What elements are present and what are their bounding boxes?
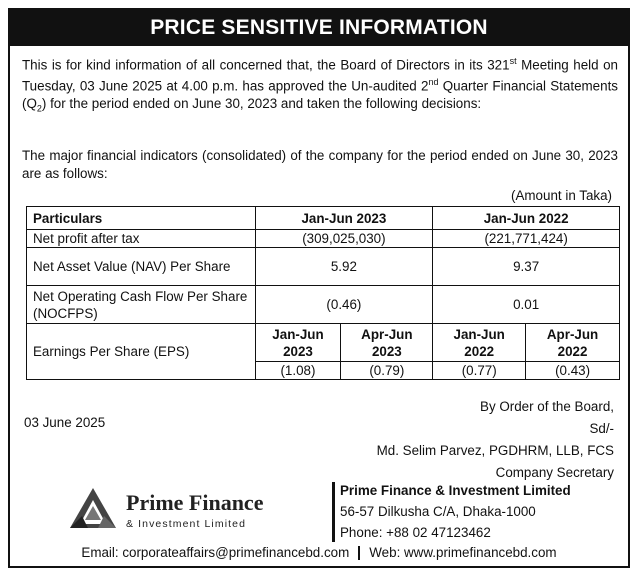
secretary-name: Md. Selim Parvez, PGDHRM, LLB, FCS	[376, 443, 614, 458]
indicators-paragraph: The major financial indicators (consolidated) of the company for the period ended on June 30, 2023 are as follows:	[22, 148, 618, 181]
table-row	[27, 248, 620, 286]
footer-web: Web: www.primefinancebd.com	[369, 545, 557, 560]
divider	[332, 482, 335, 542]
issue-date: 03 June 2025	[24, 415, 106, 430]
header-2022: Jan-Jun 2022	[433, 207, 620, 230]
row-value-2022: (221,771,424)	[433, 230, 620, 248]
header-2023: Jan-Jun 2023	[255, 207, 433, 230]
intro-sub-1: 2	[36, 103, 42, 114]
row-value-2022: 0.01	[433, 286, 620, 324]
intro-text-3: Quarter Financial Statements (Q	[22, 78, 618, 111]
header-particulars: Particulars	[27, 207, 256, 230]
signature-block	[377, 396, 614, 484]
eps-period-3: Jan-Jun 2022	[433, 324, 526, 362]
eps-period-4: Apr-Jun 2022	[526, 324, 620, 362]
order-line: By Order of the Board,	[480, 399, 614, 414]
eps-header-row	[27, 324, 620, 362]
row-value-2023: (0.46)	[255, 286, 433, 324]
intro-text-2: Meeting held on Tuesday, 03 June 2025 at 4.00 p.m. has approved the Un-audited 2	[22, 57, 618, 94]
prime-logo-icon	[68, 486, 118, 530]
table-header-row	[27, 207, 620, 230]
logo-subtitle: & Investment Limited	[126, 518, 247, 530]
intro-text-1: This is for kind information of all concerned that, the Board of Directors in its 321	[22, 57, 510, 73]
eps-period-1: Jan-Jun 2023	[255, 324, 341, 362]
row-value-2023: 5.92	[255, 248, 433, 286]
intro-sup-2: nd	[428, 76, 439, 87]
page-title: PRICE SENSITIVE INFORMATION	[10, 10, 628, 46]
eps-value-2: (0.79)	[341, 362, 433, 380]
eps-value-4: (0.43)	[526, 362, 620, 380]
row-label: Net Asset Value (NAV) Per Share	[27, 248, 256, 286]
table-row	[27, 286, 620, 324]
company-name: Prime Finance & Investment Limited	[340, 483, 571, 498]
table-row	[27, 230, 620, 248]
financial-table	[26, 206, 620, 380]
amount-note: (Amount in Taka)	[511, 188, 612, 203]
eps-period-2: Apr-Jun 2023	[341, 324, 433, 362]
footer	[10, 545, 628, 560]
row-label: Net Operating Cash Flow Per Share (NOCFPS)	[27, 286, 256, 324]
secretary-title: Company Secretary	[495, 465, 614, 480]
row-label: Net profit after tax	[27, 230, 256, 248]
eps-label: Earnings Per Share (EPS)	[27, 324, 256, 380]
row-value-2022: 9.37	[433, 248, 620, 286]
row-value-2023: (309,025,030)	[255, 230, 433, 248]
company-address: 56-57 Dilkusha C/A, Dhaka-1000	[340, 504, 536, 519]
sd-line: Sd/-	[589, 421, 614, 436]
company-info	[340, 480, 571, 543]
footer-email: Email: corporateaffairs@primefinancebd.com	[81, 545, 350, 560]
company-phone: Phone: +88 02 47123462	[340, 525, 491, 540]
company-logo	[68, 486, 338, 536]
footer-separator	[358, 546, 360, 560]
logo-name: Prime Finance	[126, 490, 264, 515]
eps-value-1: (1.08)	[255, 362, 341, 380]
document-frame	[8, 8, 630, 568]
intro-paragraph	[22, 53, 618, 118]
intro-sup-1: st	[509, 56, 517, 66]
intro-text-4: ) for the period ended on June 30, 2023 and taken the following decisions:	[41, 95, 482, 111]
eps-value-3: (0.77)	[433, 362, 526, 380]
